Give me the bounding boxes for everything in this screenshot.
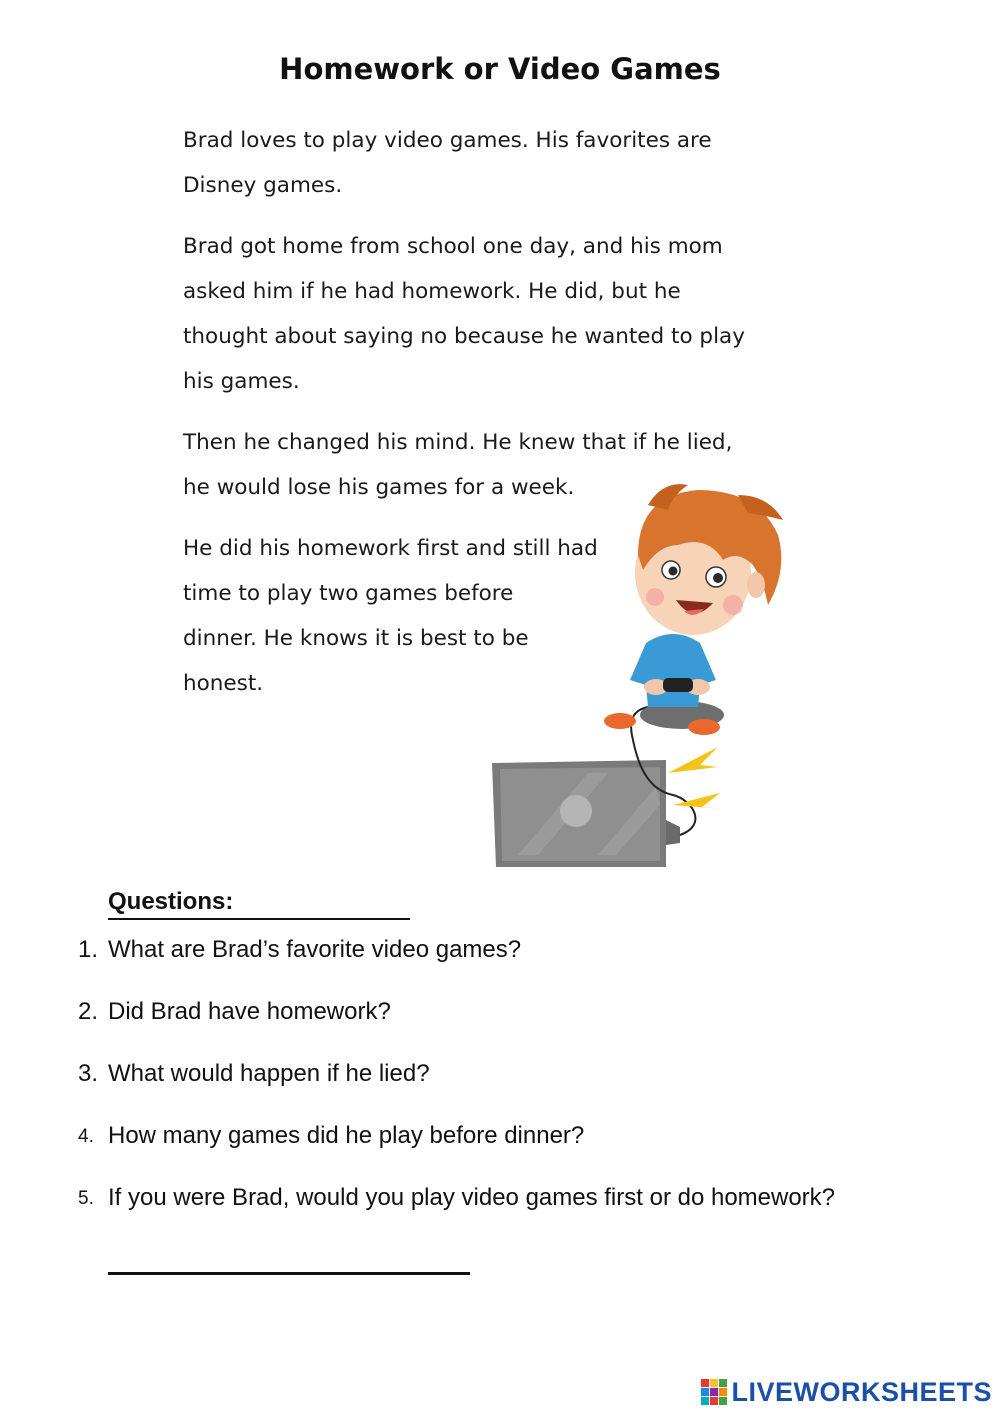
story-paragraph-2	[183, 224, 843, 404]
question-number: 1.	[78, 936, 99, 963]
story-line: thought about saying no because he wanted to play	[183, 324, 745, 349]
story-line: He did his homework first and still had	[183, 536, 598, 561]
boy-shoe	[688, 719, 720, 735]
brand-name: LIVEWORKSHEETS	[731, 1376, 992, 1407]
question-text: Did Brad have homework?	[108, 998, 391, 1025]
game-controller-icon	[663, 678, 693, 692]
boy-shirt	[630, 634, 716, 707]
story-line: honest.	[183, 671, 264, 696]
question-list	[70, 932, 970, 1242]
console-port	[666, 820, 680, 845]
question-item	[70, 1056, 970, 1118]
boy-pupil	[713, 573, 723, 583]
story-line: Brad loves to play video games. His favorites are	[183, 128, 712, 153]
worksheet-title: Homework or Video Games	[279, 52, 721, 86]
boy-shoe	[604, 713, 636, 729]
story-line: he would lose his games for a week.	[183, 475, 575, 500]
story-line: Then he changed his mind. He knew that if he lied,	[183, 430, 733, 455]
story-line: his games.	[183, 369, 300, 394]
question-text: What would happen if he lied?	[108, 1060, 430, 1087]
boy-cheek	[646, 588, 664, 606]
story-line: dinner. He knows it is best to be	[183, 626, 529, 651]
question-number: 5.	[78, 1188, 94, 1209]
answer-line[interactable]	[108, 1272, 470, 1275]
story-paragraph-1	[183, 118, 843, 208]
spark-icon	[673, 793, 724, 809]
question-item	[70, 1180, 970, 1242]
liveworksheets-logo-icon	[701, 1379, 727, 1405]
story-line: Brad got home from school one day, and his mom	[183, 234, 723, 259]
question-number: 4.	[78, 1126, 94, 1147]
spark-icon	[668, 747, 718, 773]
console-button	[560, 795, 592, 827]
questions-heading	[108, 888, 410, 920]
boy-playing-video-games-icon	[488, 475, 808, 875]
liveworksheets-brand[interactable]	[701, 1377, 992, 1407]
question-item	[70, 994, 970, 1056]
story-line: asked him if he had homework. He did, but he	[183, 279, 681, 304]
boy-ear	[747, 572, 765, 598]
question-text: How many games did he play before dinner?	[108, 1122, 585, 1149]
question-number: 3.	[78, 1060, 99, 1087]
story-line: time to play two games before	[183, 581, 514, 606]
boy-pupil	[669, 567, 678, 576]
question-item	[70, 932, 970, 994]
question-number: 2.	[78, 998, 99, 1025]
questions-heading-text: Questions:	[108, 888, 234, 915]
question-text: If you were Brad, would you play video games first or do homework?	[108, 1184, 836, 1211]
question-text: What are Brad’s favorite video games?	[108, 936, 522, 963]
story-line: Disney games.	[183, 173, 343, 198]
boy-cheek	[723, 595, 743, 615]
question-item	[70, 1118, 970, 1180]
